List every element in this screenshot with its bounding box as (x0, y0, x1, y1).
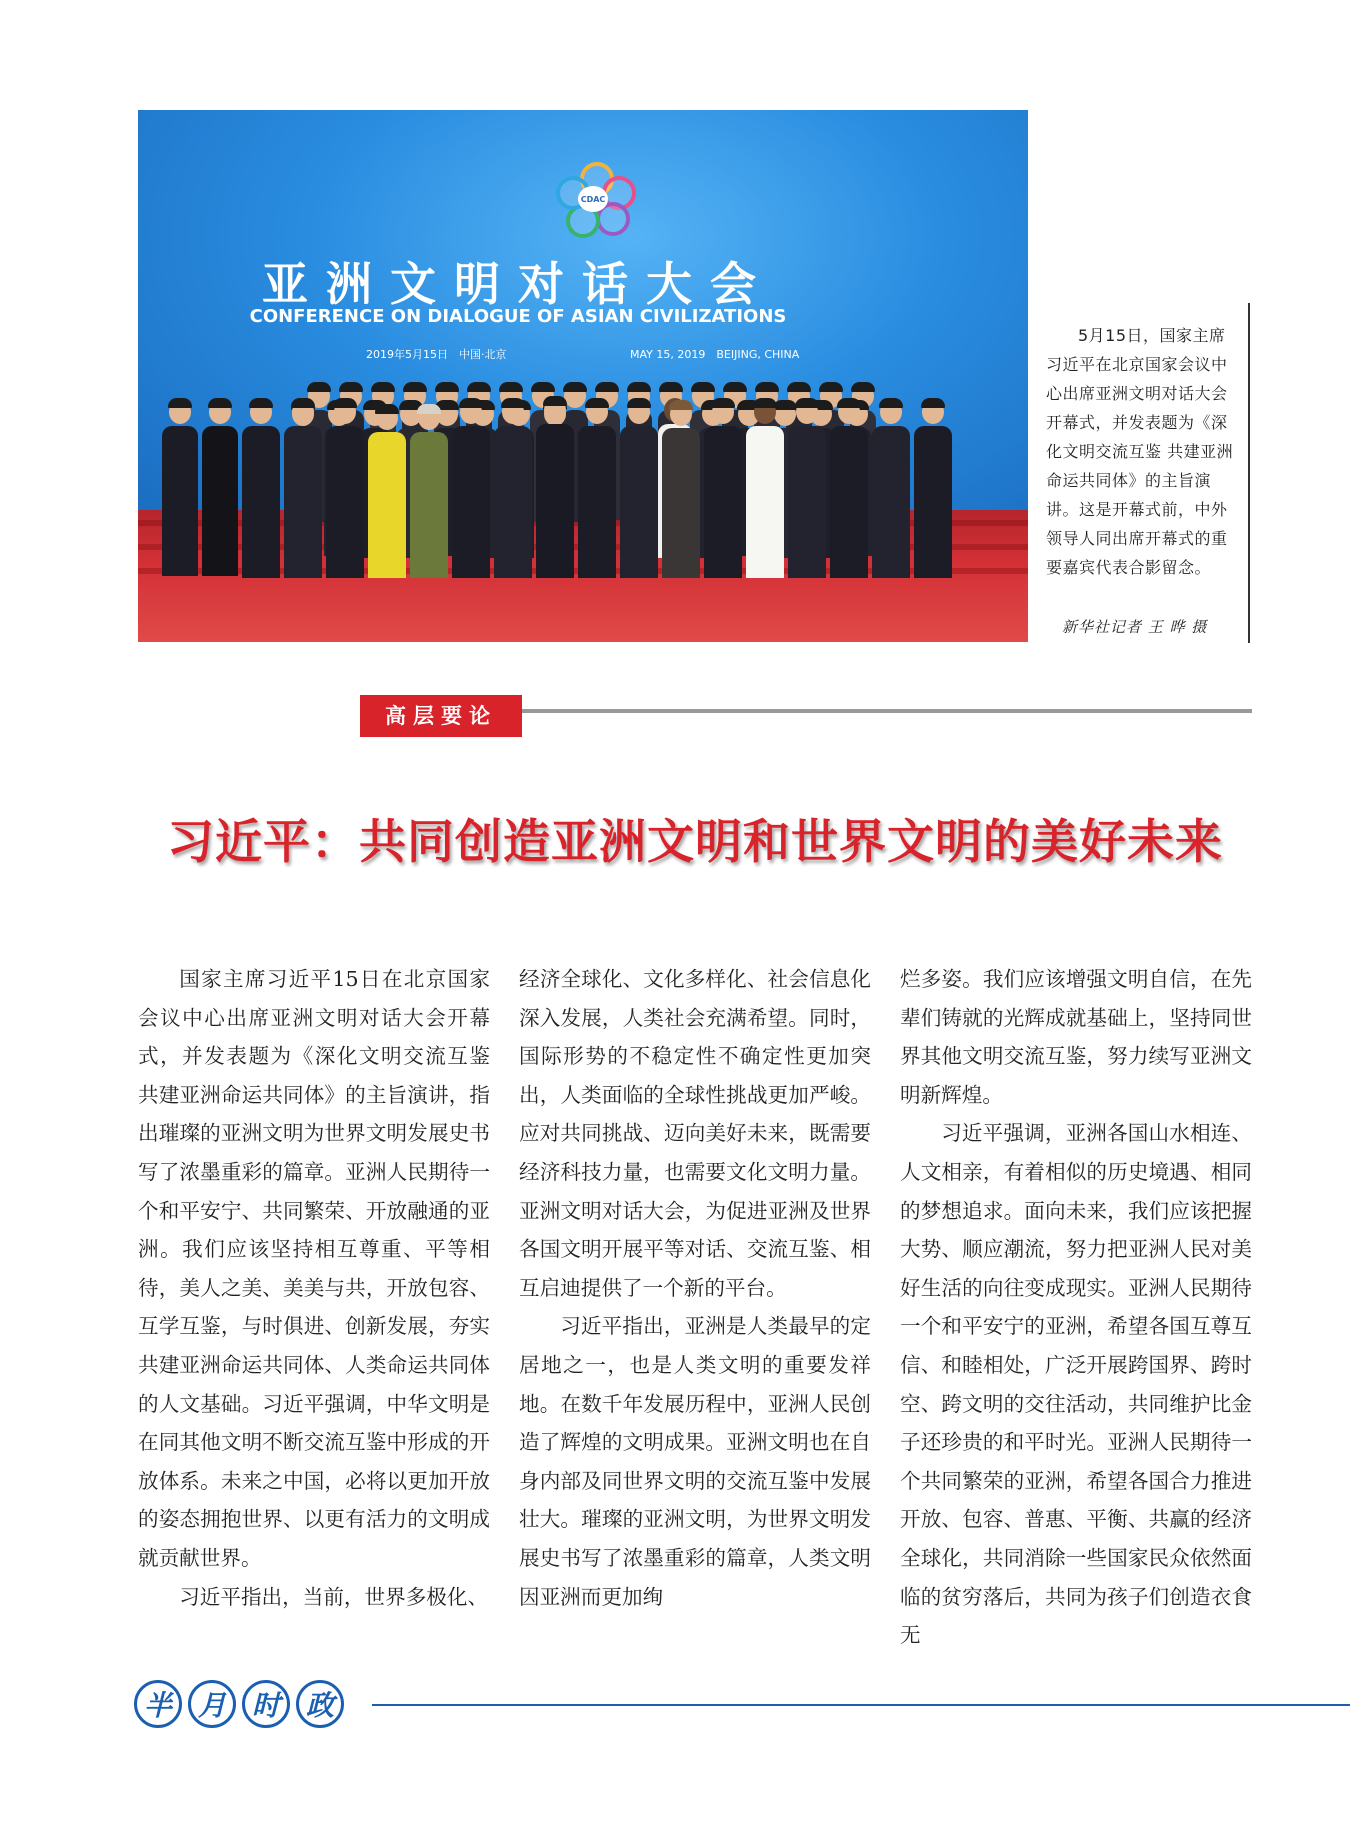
paragraph: 习近平强调，亚洲各国山水相连、人文相亲，有着相似的历史境遇、相同的梦想追求。面向未来，我们应该把握大势、顺应潮流，努力把亚洲人民对美好生活的向往变成现实。亚洲人民期待一个和平安宁的亚洲，希望各国互尊互信、和睦相处，广泛开展跨国界、跨时空、跨文明的交往活动，共同维护比金子还珍贵的和平时光。亚洲人民期待一个共同繁荣的亚洲，希望各国合力推进开放、包容、普惠、平衡、共赢的经济全球化，共同消除一些国家民众依然面临的贫穷落后，共同为孩子们创造衣食无 (900, 1121, 1252, 1648)
paragraph: 经济全球化、文化多样化、社会信息化深入发展，人类社会充满希望。同时，国际形势的不稳定性不确定性更加突出，人类面临的全球性挑战更加严峻。应对共同挑战、迈向美好未来，既需要经济科技力量，也需要文化文明力量。亚洲文明对话大会，为促进亚洲及世界各国文明开展平等对话、交流互鉴、相互启迪提供了一个新的平台。 (519, 967, 871, 1300)
logo-text: CDAC (578, 186, 608, 212)
group-photo (138, 110, 1028, 642)
section-divider (522, 709, 1252, 713)
article-column-2 (519, 960, 871, 1616)
banner-title-cn: 亚洲文明对话大会 (262, 257, 774, 311)
footer-rule (372, 1704, 1350, 1706)
photo-credit: 新华社记者 王 晔 摄 (1062, 618, 1208, 636)
banner-date-cn: 2019年5月15日 中国·北京 (366, 348, 507, 361)
magazine-masthead (134, 1680, 344, 1736)
masthead-char: 时 (242, 1680, 290, 1728)
paragraph: 国家主席习近平15日在北京国家会议中心出席亚洲文明对话大会开幕式，并发表题为《深化文明交流互鉴 共建亚洲命运共同体》的主旨演讲，指出璀璨的亚洲文明为世界文明发展史书写了浓墨重彩的篇章。亚洲人民期待一个和平安宁、共同繁荣、开放融通的亚洲。我们应该坚持相互尊重、平等相待，美人之美、美美与共，开放包容、互学互鉴，与时俱进、创新发展，夯实共建亚洲命运共同体、人类命运共同体的人文基础。习近平强调，中华文明是在同其他文明不断交流互鉴中形成的开放体系。未来之中国，必将以更加开放的姿态拥抱世界、以更有活力的文明成就贡献世界。 (138, 967, 511, 1570)
paragraph: 习近平指出，当前，世界多极化、 (179, 1584, 489, 1609)
cdac-logo (556, 162, 630, 236)
masthead-char: 半 (134, 1680, 182, 1728)
article-headline: 习近平：共同创造亚洲文明和世界文明的美好未来 (167, 815, 1223, 870)
masthead-char: 政 (296, 1680, 344, 1728)
paragraph: 习近平指出，亚洲是人类最早的定居地之一，也是人类文明的重要发祥地。在数千年发展历程中，亚洲人民创造了辉煌的文明成果。亚洲文明也在自身内部及同世界文明的交流互鉴中发展壮大。璀璨的亚洲文明，为世界文明发展史书写了浓墨重彩的篇章，人类文明因亚洲而更加绚 (519, 1314, 871, 1609)
section-tag: 高层要论 (360, 695, 522, 737)
masthead-char: 月 (188, 1680, 236, 1728)
banner-date-en: MAY 15, 2019 BEIJING, CHINA (630, 348, 800, 361)
article-column-1 (138, 960, 511, 1616)
article-column-3 (900, 960, 1252, 1655)
photo-caption: 5月15日，国家主席习近平在北京国家会议中心出席亚洲文明对话大会开幕式，并发表题为《深化文明交流互鉴 共建亚洲命运共同体》的主旨演讲。这是开幕式前，中外领导人同出席开幕式的重要嘉宾代表合影留念。 (1030, 303, 1250, 643)
paragraph: 烂多姿。我们应该增强文明自信，在先辈们铸就的光辉成就基础上，坚持同世界其他文明交流互鉴，努力续写亚洲文明新辉煌。 (900, 967, 1252, 1107)
banner-title-en: CONFERENCE ON DIALOGUE OF ASIAN CIVILIZATIONS (249, 306, 787, 327)
